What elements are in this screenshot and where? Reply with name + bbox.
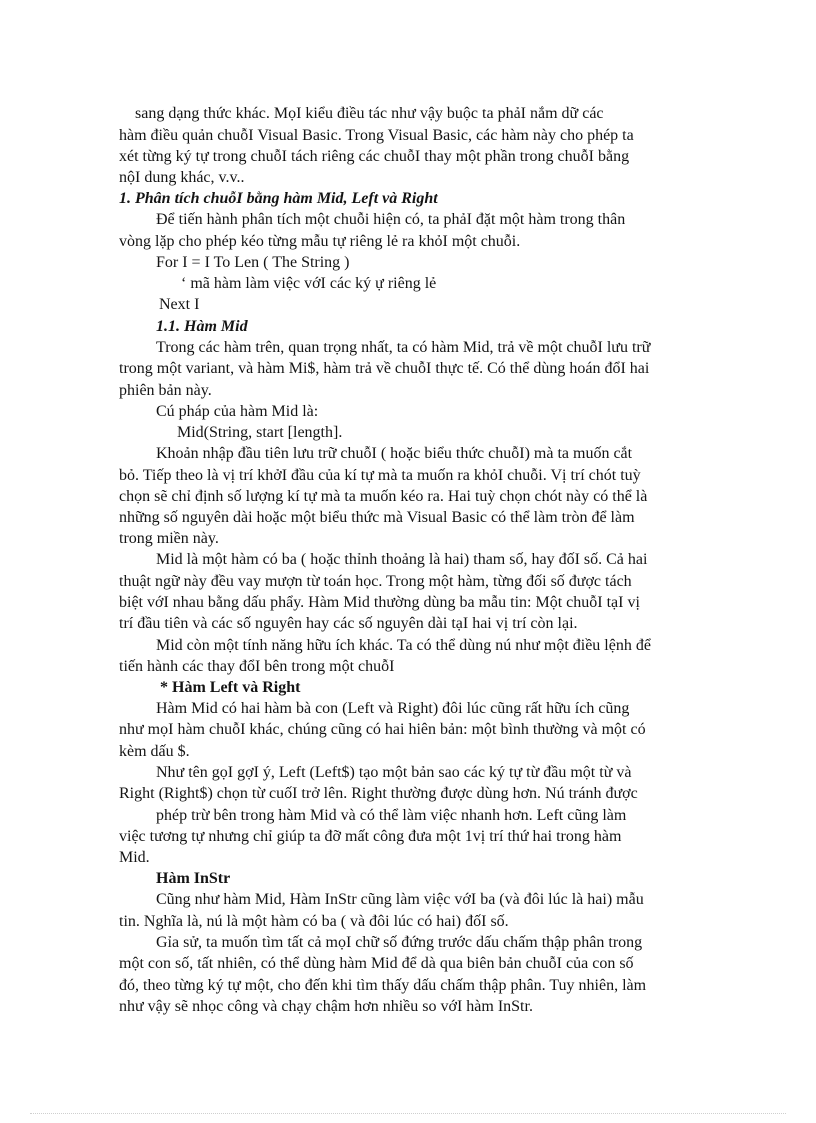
text-line: thuật ngữ này đều vay mượn từ toán học. Trong một hàm, từng đối số được tách — [119, 573, 632, 590]
subsection-heading: * Hàm Left và Right — [160, 679, 301, 696]
text-line: kèm dấu $. — [119, 743, 190, 760]
code-line: Next I — [159, 296, 200, 313]
text-line: nộI dung khác, v.v.. — [119, 169, 245, 186]
text-line: việc tương tự nhưng chỉ giúp ta đỡ mất công đưa một 1vị trí thứ hai trong hàm — [119, 828, 622, 845]
text-line: tiến hành các thay đổI bên trong một chuỗI — [119, 658, 395, 675]
text-line: Hàm Mid có hai hàm bà con (Left và Right) đôi lúc cũng rất hữu ích cũng — [156, 700, 630, 717]
text-line: Khoản nhập đầu tiên lưu trữ chuỗI ( hoặc biểu thức chuỗI) mà ta muốn cắt — [156, 445, 633, 462]
text-line: đó, theo từng ký tự một, cho đến khi tìm thấy dấu chấm thập phân. Tuy nhiên, làm — [119, 977, 647, 994]
text-line: trong miền này. — [119, 530, 219, 547]
text-line: Trong các hàm trên, quan trọng nhất, ta có hàm Mid, trả về một chuỗI lưu trữ — [156, 339, 651, 356]
text-line: trí đầu tiên và các số nguyên hay các số nguyên dài tạI hai vị trí còn lại. — [119, 615, 578, 632]
subsection-heading: Hàm InStr — [156, 870, 231, 887]
section-heading: 1. Phân tích chuỗI bằng hàm Mid, Left và Right — [119, 190, 438, 207]
text-line: những số nguyên dài hoặc một biểu thức mà Visual Basic có thể làm tròn để làm — [119, 509, 635, 526]
text-line: Mid là một hàm có ba ( hoặc thỉnh thoảng là hai) tham số, hay đốI số. Cả hai — [156, 551, 648, 568]
text-line: như mọI hàm chuỗI khác, chúng cũng có hai hiên bản: một bình thường và một có — [119, 721, 646, 738]
code-line: For I = I To Len ( The String ) — [156, 254, 350, 271]
text-line: Gỉa sử, ta muốn tìm tất cả mọI chữ số đứng trước dấu chấm thập phân trong — [156, 934, 643, 951]
text-line: chọn sẽ chỉ định số lượng kí tự mà ta muốn kéo ra. Hai tuỳ chọn chót này có thể là — [119, 488, 648, 505]
text-line: biệt vớI nhau bằng dấu phẩy. Hàm Mid thường dùng ba mẫu tin: Một chuỗI tạI vị — [119, 594, 640, 611]
text-line: phép trừ bên trong hàm Mid và có thể làm việc nhanh hơn. Left cũng làm — [156, 807, 627, 824]
text-line: Như tên gọI gợI ý, Left (Left$) tạo một bản sao các ký tự từ đầu một từ và — [156, 764, 632, 781]
text-line: Để tiến hành phân tích một chuỗi hiện có, ta phảI đặt một hàm trong thân — [156, 211, 626, 228]
text-line: Cũng như hàm Mid, Hàm InStr cũng làm việc vớI ba (và đôi lúc là hai) mẫu — [156, 891, 644, 908]
text-line: như vậy sẽ nhọc công và chạy chậm hơn nhiều so vớI hàm InStr. — [119, 998, 533, 1015]
text-line: Cú pháp của hàm Mid là: — [156, 403, 319, 420]
text-line: Right (Right$) chọn từ cuốI trở lên. Right thường được dùng hơn. Nú tránh được — [119, 785, 638, 802]
text-line: Mid. — [119, 849, 150, 866]
text-line: một con số, tất nhiên, có thể dùng hàm Mid để dà qua biên bản chuỗI của con số — [119, 955, 634, 972]
page-bottom-rule — [30, 1113, 786, 1114]
subsection-heading: 1.1. Hàm Mid — [156, 318, 248, 335]
text-line: vòng lặp cho phép kéo từng mẫu tự riêng lẻ ra khỏI một chuỗi. — [119, 233, 521, 250]
text-line: xét từng ký tự trong chuỗI tách riêng các chuỗI thay một phần trong chuỗI bằng — [119, 148, 630, 165]
text-line: bỏ. Tiếp theo là vị trí khởI đầu của kí tự mà ta muốn ra khỏI chuỗi. Vị trí chót tuỳ — [119, 467, 641, 484]
syntax-line: Mid(String, start [length]. — [177, 424, 343, 441]
text-line: tin. Nghĩa là, nú là một hàm có ba ( và đôi lúc có hai) đốI số. — [119, 913, 509, 930]
code-line: ‘ mã hàm làm việc vớI các ký ự riêng lẻ — [181, 275, 437, 292]
text-line: hàm điều quản chuỗI Visual Basic. Trong Visual Basic, các hàm này cho phép ta — [119, 127, 634, 144]
text-line: Mid còn một tính năng hữu ích khác. Ta có thể dùng nú như một điều lệnh để — [156, 637, 651, 654]
text-line: sang dạng thức khác. MọI kiểu điều tác như vậy buộc ta phảI nắm dữ các — [135, 105, 604, 122]
text-line: phiên bản này. — [119, 382, 212, 399]
text-line: trong một variant, và hàm Mi$, hàm trả về chuỗI thực tế. Có thể dùng hoán đổI hai — [119, 360, 650, 377]
